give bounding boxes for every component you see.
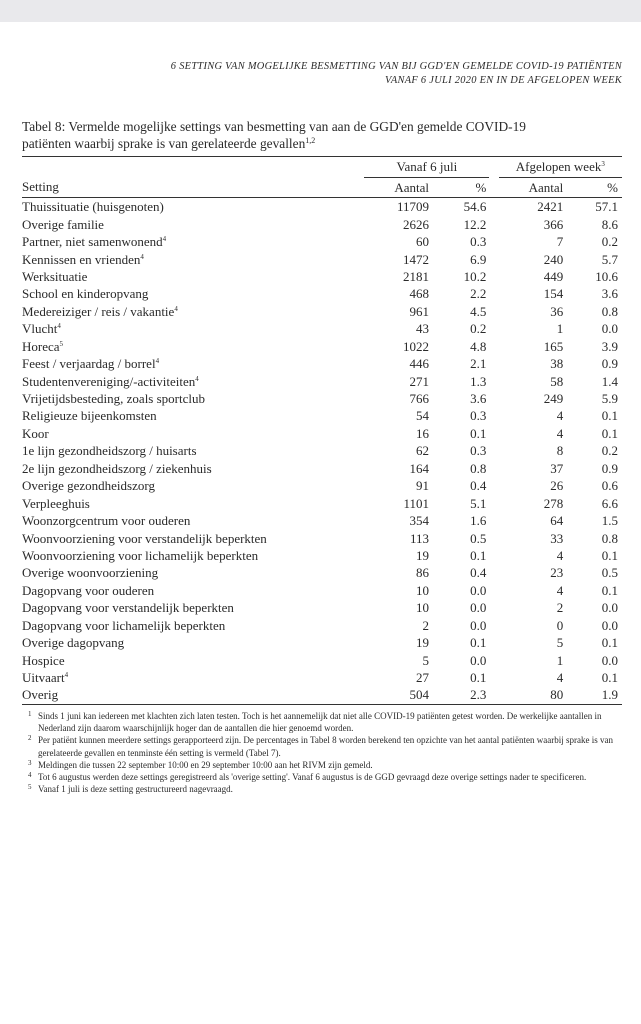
aantal-week-cell: 38: [550, 356, 564, 372]
table-group-header: [22, 157, 622, 178]
setting-cell: [22, 460, 364, 477]
pct-week-cell: 0.1: [601, 547, 618, 563]
footnote: [28, 710, 622, 735]
pct-week-cell: 0.9: [601, 460, 618, 476]
table-row: [22, 285, 622, 302]
aantal-vanaf-cell: 54: [415, 408, 429, 424]
table-row: [22, 320, 622, 337]
setting-cell: [22, 198, 364, 216]
setting-label: Thuissituatie (huisgenoten): [22, 199, 164, 215]
group-header-afgelopen-label: Afgelopen week: [515, 159, 602, 174]
pct-week-cell: 0.6: [601, 478, 618, 494]
setting-cell: [22, 651, 364, 668]
setting-label: Koor: [22, 425, 49, 441]
column-header-aantal-1: Aantal: [394, 179, 429, 195]
setting-label: 2e lijn gezondheidszorg / ziekenhuis: [22, 460, 212, 476]
setting-label: School en kinderopvang: [22, 286, 149, 302]
table-row: [22, 529, 622, 546]
table-row: [22, 582, 622, 599]
pct-vanaf-cell: 0.1: [470, 425, 487, 441]
table-row: [22, 372, 622, 389]
setting-footnote-mark: 4: [195, 374, 199, 383]
aantal-vanaf-cell: 43: [415, 321, 429, 337]
pct-vanaf-cell: 0.2: [470, 321, 487, 337]
setting-label: Hospice: [22, 652, 65, 668]
setting-cell: [22, 686, 364, 704]
setting-cell: [22, 442, 364, 459]
setting-label: Woonvoorziening voor verstandelijk beperkten: [22, 530, 267, 546]
aantal-vanaf-cell: 5: [422, 652, 429, 668]
footnote-mark: 3: [28, 758, 32, 767]
footnote: [28, 734, 622, 759]
aantal-vanaf-cell: 164: [409, 460, 429, 476]
footnote-text: Meldingen die tussen 22 september 10:00 en 29 september 10:00 aan het RIVM zijn gemeld.: [38, 759, 373, 770]
aantal-week-cell: 4: [556, 547, 564, 563]
aantal-vanaf-cell: 62: [415, 443, 429, 459]
pct-vanaf-cell: 0.3: [470, 234, 487, 250]
table-row: [22, 338, 622, 355]
setting-cell: [22, 303, 364, 320]
footnote: [28, 759, 622, 771]
setting-footnote-mark: 4: [174, 304, 178, 313]
aantal-vanaf-cell: 2626: [402, 216, 429, 232]
aantal-week-cell: 4: [556, 670, 564, 686]
setting-label: Vrijetijdsbesteding, zoals sportclub: [22, 391, 205, 407]
aantal-vanaf-cell: 354: [409, 513, 429, 529]
footnote-mark: 2: [28, 734, 32, 743]
table-column-header: [22, 178, 622, 198]
setting-label: 1e lijn gezondheidszorg / huisarts: [22, 443, 197, 459]
pct-vanaf-cell: 4.8: [470, 338, 487, 354]
setting-label: Overig: [22, 687, 59, 703]
aantal-week-cell: 278: [543, 495, 564, 511]
setting-label: Overige woonvoorziening: [22, 565, 159, 581]
aantal-week-cell: 1: [556, 652, 564, 668]
table-row: [22, 599, 622, 616]
footnotes: [22, 710, 622, 796]
aantal-vanaf-cell: 2181: [402, 268, 429, 284]
pct-week-cell: 0.2: [601, 443, 618, 459]
table-row: [22, 669, 622, 686]
pct-vanaf-cell: 0.4: [470, 478, 487, 494]
pct-vanaf-cell: 2.1: [470, 356, 487, 372]
running-head: [22, 60, 622, 88]
pct-vanaf-cell: 4.5: [470, 303, 487, 319]
setting-cell: [22, 355, 364, 372]
setting-cell: [22, 407, 364, 424]
settings-table: [22, 156, 622, 705]
setting-footnote-mark: 4: [155, 357, 160, 366]
table-row: [22, 233, 622, 250]
table-row: [22, 617, 622, 634]
aantal-week-cell: 2421: [537, 199, 564, 215]
footnote: [28, 771, 622, 783]
setting-cell: [22, 617, 364, 634]
setting-label: Partner, niet samenwonend: [22, 234, 163, 250]
pct-vanaf-cell: 10.2: [463, 268, 487, 284]
setting-cell: [22, 494, 364, 511]
pct-week-cell: 0.0: [601, 617, 618, 633]
pct-vanaf-cell: 6.9: [470, 251, 487, 267]
setting-label: Uitvaart: [22, 670, 65, 686]
footnote-mark: 4: [28, 771, 32, 780]
pct-vanaf-cell: 2.2: [470, 286, 487, 302]
pct-week-cell: 5.7: [601, 251, 618, 267]
aantal-week-cell: 449: [543, 268, 564, 284]
pct-week-cell: 0.2: [601, 234, 618, 250]
aantal-vanaf-cell: 1022: [402, 338, 429, 354]
setting-label: Kennissen en vrienden: [22, 251, 141, 267]
setting-cell: [22, 250, 364, 267]
aantal-week-cell: 4: [556, 408, 564, 424]
pct-week-cell: 3.9: [601, 338, 618, 354]
aantal-vanaf-cell: 766: [409, 391, 429, 407]
aantal-vanaf-cell: 16: [415, 425, 429, 441]
aantal-vanaf-cell: 271: [409, 373, 429, 389]
setting-cell: [22, 268, 364, 285]
aantal-week-cell: 366: [543, 216, 564, 232]
aantal-week-cell: 4: [556, 582, 564, 598]
aantal-week-cell: 23: [550, 565, 564, 581]
setting-label: Overige gezondheidszorg: [22, 478, 155, 494]
pct-vanaf-cell: 54.6: [463, 199, 487, 215]
setting-label: Feest / verjaardag / borrel: [22, 356, 156, 372]
aantal-vanaf-cell: 10: [415, 600, 429, 616]
top-bar: [0, 0, 641, 22]
pct-week-cell: 0.1: [601, 408, 618, 424]
aantal-week-cell: 58: [550, 373, 564, 389]
pct-vanaf-cell: 2.3: [470, 687, 487, 703]
setting-footnote-mark: 4: [140, 252, 144, 261]
table-row: [22, 477, 622, 494]
pct-week-cell: 3.6: [601, 286, 618, 302]
aantal-vanaf-cell: 19: [415, 547, 429, 563]
pct-vanaf-cell: 3.6: [470, 391, 487, 407]
pct-week-cell: 0.0: [601, 652, 618, 668]
setting-label: Verpleeghuis: [22, 495, 90, 511]
pct-week-cell: 0.8: [601, 303, 618, 319]
pct-vanaf-cell: 0.1: [470, 670, 487, 686]
pct-week-cell: 57.1: [595, 199, 618, 215]
running-head-line2: VANAF 6 JULI 2020 EN IN DE AFGELOPEN WEEK: [384, 75, 622, 86]
setting-footnote-mark: 5: [59, 339, 64, 348]
aantal-week-cell: 154: [543, 286, 564, 302]
setting-footnote-mark: 4: [162, 235, 167, 244]
aantal-vanaf-cell: 27: [415, 670, 429, 686]
setting-cell: [22, 599, 364, 616]
pct-week-cell: 0.1: [601, 582, 618, 598]
pct-week-cell: 0.0: [601, 600, 618, 616]
setting-cell: [22, 529, 364, 546]
pct-week-cell: 0.0: [601, 321, 618, 337]
setting-cell: [22, 547, 364, 564]
pct-vanaf-cell: 0.8: [470, 460, 487, 476]
table-row: [22, 547, 622, 564]
setting-label: Studentenvereniging/-activiteiten: [22, 373, 196, 389]
pct-week-cell: 0.1: [601, 635, 618, 651]
caption-line2-text: patiënten waarbij sprake is van gerelateerde gevallen: [22, 136, 306, 151]
table-row: [22, 390, 622, 407]
aantal-vanaf-cell: 86: [415, 565, 429, 581]
aantal-vanaf-cell: 468: [409, 286, 429, 302]
setting-cell: [22, 233, 364, 250]
pct-week-cell: 6.6: [601, 495, 618, 511]
table-row: [22, 512, 622, 529]
pct-week-cell: 0.1: [601, 425, 618, 441]
pct-vanaf-cell: 0.0: [470, 582, 487, 598]
setting-label: Medereiziger / reis / vakantie: [22, 303, 175, 319]
aantal-vanaf-cell: 1472: [402, 251, 429, 267]
column-header-pct-1: %: [475, 179, 487, 195]
setting-cell: [22, 582, 364, 599]
setting-cell: [22, 285, 364, 302]
aantal-week-cell: 5: [556, 635, 564, 651]
aantal-week-cell: 37: [550, 460, 564, 476]
footnote-mark: 5: [28, 783, 32, 792]
caption-line2: [22, 135, 622, 152]
aantal-week-cell: 0: [556, 617, 564, 633]
setting-cell: [22, 215, 364, 232]
aantal-vanaf-cell: 11709: [396, 199, 429, 215]
pct-vanaf-cell: 0.1: [470, 635, 487, 651]
column-header-setting: Setting: [22, 179, 59, 195]
pct-week-cell: 0.1: [601, 670, 618, 686]
table-row: [22, 355, 622, 372]
aantal-vanaf-cell: 10: [415, 582, 429, 598]
table-row: [22, 634, 622, 651]
pct-vanaf-cell: 1.3: [470, 373, 487, 389]
table-row: [22, 460, 622, 477]
footnote-text: Vanaf 1 juli is deze setting gestructureerd nagevraagd.: [38, 784, 233, 795]
pct-week-cell: 0.8: [601, 530, 618, 546]
aantal-week-cell: 8: [556, 443, 564, 459]
pct-vanaf-cell: 0.0: [470, 617, 487, 633]
table-row: [22, 303, 622, 320]
pct-vanaf-cell: 0.1: [470, 547, 487, 563]
table-row: [22, 564, 622, 581]
setting-cell: [22, 338, 364, 355]
aantal-week-cell: 7: [556, 234, 564, 250]
aantal-week-cell: 249: [543, 391, 564, 407]
table-row: [22, 250, 622, 267]
group-header-vanaf: Vanaf 6 juli: [364, 157, 489, 178]
setting-cell: [22, 669, 364, 686]
pct-vanaf-cell: 0.0: [470, 652, 487, 668]
aantal-week-cell: 4: [556, 425, 564, 441]
pct-week-cell: 10.6: [595, 268, 618, 284]
caption-line1: Tabel 8: Vermelde mogelijke settings van besmetting van aan de GGD'en gemelde COVID-19: [22, 119, 526, 134]
aantal-vanaf-cell: 961: [409, 303, 429, 319]
aantal-vanaf-cell: 91: [415, 478, 429, 494]
setting-label: Dagopvang voor ouderen: [22, 582, 155, 598]
aantal-week-cell: 1: [556, 321, 564, 337]
setting-cell: [22, 564, 364, 581]
aantal-week-cell: 26: [550, 478, 564, 494]
table-row: [22, 686, 622, 704]
pct-vanaf-cell: 1.6: [470, 513, 487, 529]
pct-week-cell: 1.5: [601, 513, 618, 529]
setting-label: Woonvoorziening voor lichamelijk beperkten: [22, 547, 259, 563]
group-header-afgelopen: [499, 157, 622, 178]
table-caption: [22, 118, 622, 152]
document-page: [22, 60, 622, 796]
setting-cell: [22, 634, 364, 651]
running-head-line1: 6 SETTING VAN MOGELIJKE BESMETTING VAN BIJ GGD'EN GEMELDE COVID-19 PATIËNTEN: [170, 61, 622, 72]
aantal-week-cell: 64: [550, 513, 564, 529]
setting-cell: [22, 512, 364, 529]
table-row: [22, 407, 622, 424]
pct-week-cell: 5.9: [601, 391, 618, 407]
pct-week-cell: 1.4: [601, 373, 618, 389]
footnote: [28, 783, 622, 795]
setting-label: Horeca: [22, 338, 60, 354]
table-row: [22, 651, 622, 668]
aantal-week-cell: 33: [550, 530, 564, 546]
pct-week-cell: 8.6: [601, 216, 618, 232]
setting-cell: [22, 425, 364, 442]
setting-label: Vlucht: [22, 321, 58, 337]
column-header-aantal-2: Aantal: [528, 179, 564, 195]
pct-vanaf-cell: 0.4: [470, 565, 487, 581]
table-body: [22, 198, 622, 705]
aantal-vanaf-cell: 446: [409, 356, 429, 372]
setting-label: Woonzorgcentrum voor ouderen: [22, 513, 191, 529]
pct-vanaf-cell: 0.3: [470, 443, 487, 459]
setting-label: Dagopvang voor verstandelijk beperkten: [22, 600, 234, 616]
aantal-vanaf-cell: 504: [409, 687, 429, 703]
table-row: [22, 425, 622, 442]
setting-cell: [22, 390, 364, 407]
pct-vanaf-cell: 0.3: [470, 408, 487, 424]
setting-footnote-mark: 4: [64, 671, 69, 680]
pct-week-cell: 0.5: [601, 565, 618, 581]
column-header-pct-2: %: [607, 179, 618, 195]
table-row: [22, 494, 622, 511]
setting-label: Overige dagopvang: [22, 635, 125, 651]
setting-cell: [22, 372, 364, 389]
setting-label: Overige familie: [22, 216, 104, 232]
pct-vanaf-cell: 12.2: [463, 216, 487, 232]
caption-sup: 1,2: [305, 136, 316, 145]
aantal-vanaf-cell: 1101: [403, 495, 429, 511]
group-header-afgelopen-sup: 3: [601, 160, 605, 168]
setting-label: Werksituatie: [22, 268, 88, 284]
table-row: [22, 198, 622, 216]
aantal-vanaf-cell: 60: [415, 234, 429, 250]
pct-vanaf-cell: 0.5: [470, 530, 487, 546]
table-row: [22, 268, 622, 285]
aantal-vanaf-cell: 113: [409, 530, 429, 546]
footnote-text: Per patiënt kunnen meerdere settings gerapporteerd zijn. De percentages in Tabel 8 worden berekend ten opzichte van het aantal patiënten waarbij sprake is van gerelateerde gevallen en tenminste één setting is vermeld (Tabel 7).: [38, 735, 613, 758]
aantal-week-cell: 2: [556, 600, 564, 616]
aantal-week-cell: 36: [550, 303, 564, 319]
setting-label: Dagopvang voor lichamelijk beperkten: [22, 617, 226, 633]
setting-cell: [22, 320, 364, 337]
aantal-vanaf-cell: 19: [415, 635, 429, 651]
table-row: [22, 215, 622, 232]
pct-week-cell: 1.9: [601, 687, 618, 703]
pct-week-cell: 0.9: [601, 356, 618, 372]
aantal-week-cell: 80: [550, 687, 564, 703]
setting-footnote-mark: 4: [57, 322, 61, 331]
setting-cell: [22, 477, 364, 494]
aantal-week-cell: 165: [543, 338, 564, 354]
footnote-text: Tot 6 augustus werden deze settings geregistreerd als 'overige setting'. Vanaf 6 augustus is de GGD gevraagd deze overige settings nader te specificeren.: [38, 772, 587, 783]
aantal-week-cell: 240: [543, 251, 564, 267]
footnote-mark: 1: [28, 709, 32, 718]
pct-vanaf-cell: 5.1: [470, 495, 487, 511]
setting-label: Religieuze bijeenkomsten: [22, 408, 157, 424]
aantal-vanaf-cell: 2: [422, 617, 429, 633]
table-row: [22, 442, 622, 459]
footnote-text: Sinds 1 juni kan iedereen met klachten zich laten testen. Toch is het aannemelijk dat niet alle COVID-19 patiënten getest worden. De werkelijke aantallen in Nederland zijn daarom waarschijnlijk hoger dan de aantallen die hier genoemd worden.: [38, 710, 602, 733]
pct-vanaf-cell: 0.0: [470, 600, 487, 616]
